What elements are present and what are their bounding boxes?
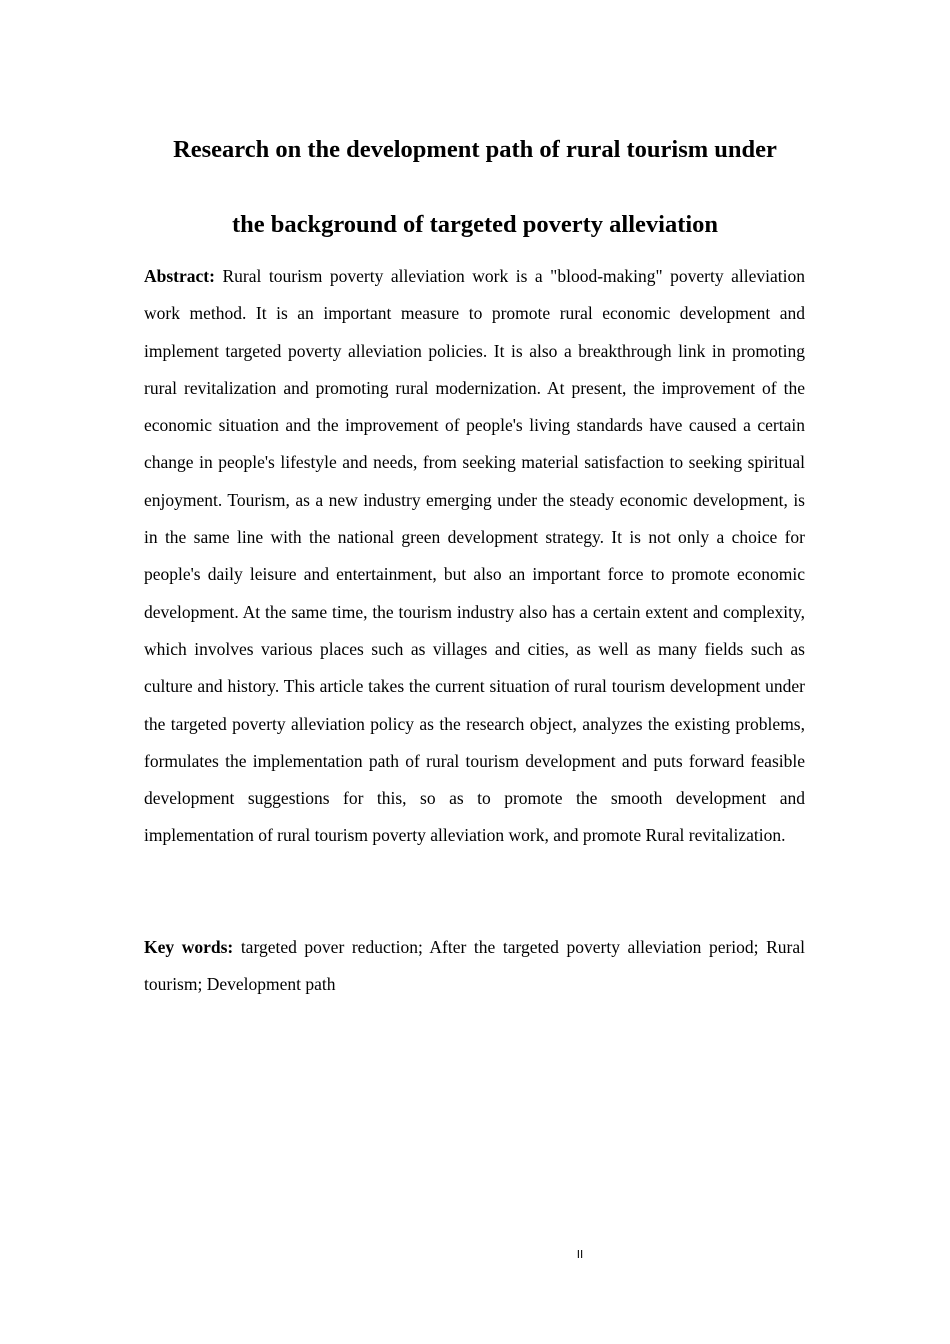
abstract-text: Rural tourism poverty alleviation work is a "blood-making" poverty alleviation work method. It is an important measure to promote rural economic development and implement targeted poverty alleviation policies. It is also a breakthrough link in promoting rural revitalization and promoting rural modernization. At present, the improvement of the economic situation and the improvement of people's living standards have caused a certain change in people's lifestyle and needs, from seeking material satisfaction to seeking spiritual enjoyment. Tourism, as a new industry emerging under the steady economic development, is in the same line with the national green development strategy. It is not only a choice for people's daily leisure and entertainment, but also an important force to promote economic development. At the same time, the tourism industry also has a certain extent and complexity, which involves various places such as villages and cities, as well as many fields such as culture and history. This article takes the current situation of rural tourism development under the targeted poverty alleviation policy as the research object, analyzes the existing problems, formulates the implementation path of rural tourism development and puts forward feasible development suggestions for this, so as to promote the smooth development and implementation of rural tourism poverty alleviation work, and promote Rural revitalization.: [144, 266, 806, 846]
keywords-text: targeted pover reduction; After the targeted poverty alleviation period; Rural tourism; Development path: [144, 937, 805, 995]
paper-title-line-2: the background of targeted poverty alleviation: [231, 211, 719, 238]
keywords-paragraph: [144, 929, 805, 1004]
keywords-label: Key words:: [144, 937, 234, 957]
abstract-label: Abstract:: [144, 266, 215, 286]
paper-title-line-1: Research on the development path of rural tourism under: [173, 136, 777, 163]
page-number: II: [576, 1248, 584, 1261]
abstract-paragraph: [144, 258, 805, 855]
